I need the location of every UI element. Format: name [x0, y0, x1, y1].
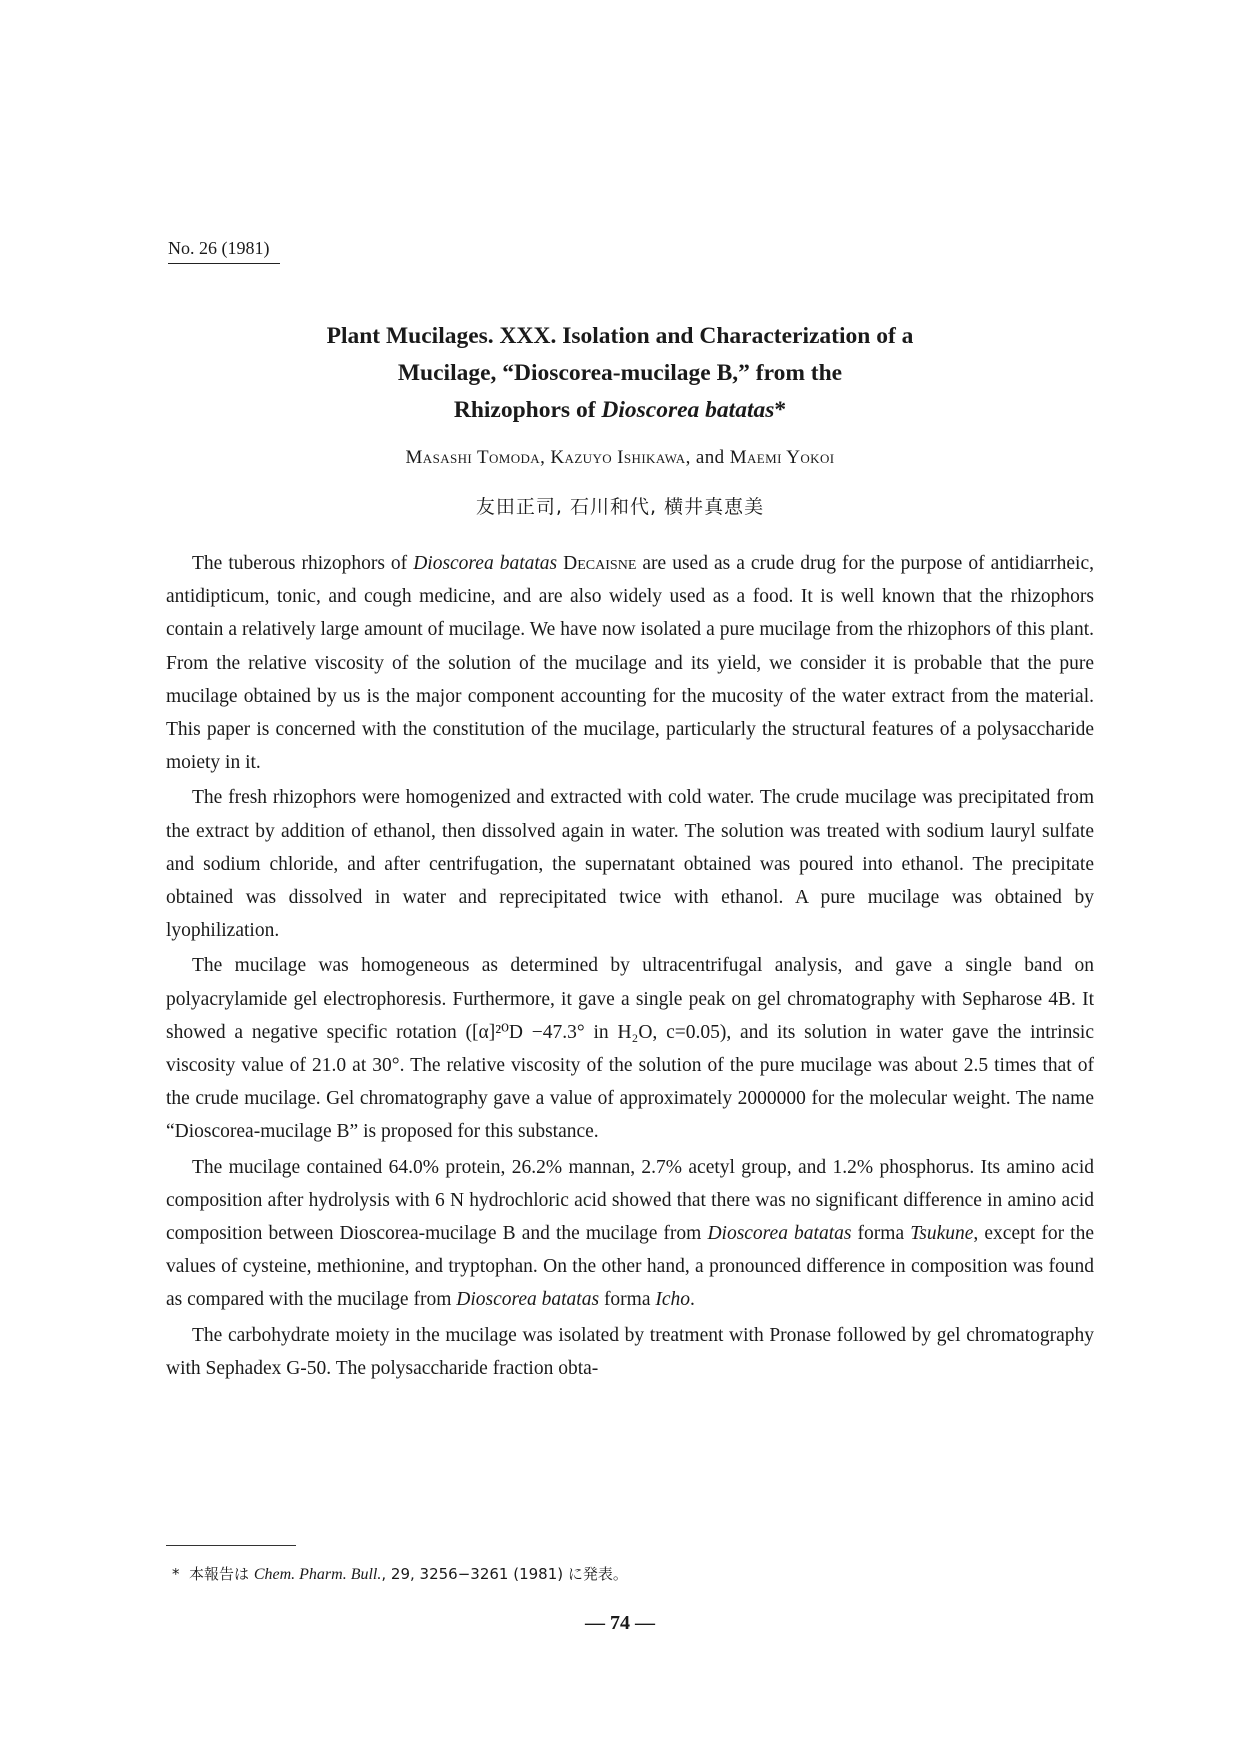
footnote: * 本報告は Chem. Pharm. Bull., 29, 3256−3261 (1981) に発表。	[172, 1565, 628, 1583]
footnote-divider	[166, 1545, 296, 1546]
footnote-mark: *	[172, 1565, 180, 1583]
author-2: Kazuyo Ishikawa	[550, 447, 686, 468]
author-list-japanese: 友田正司, 石川和代, 横井真恵美	[475, 496, 765, 518]
issue-number: No. 26 (1981)	[168, 238, 280, 264]
paragraph-5: The carbohydrate moiety in the mucilage was isolated by treatment with Pronase followed by gel chromatography with Sephadex G-50. The polysaccharide fraction obta-	[166, 1324, 1094, 1379]
title-species: Dioscorea batatas	[601, 397, 775, 423]
title-line-2: Mucilage, “Dioscorea-mucilage B,” from the	[397, 360, 843, 386]
title-line-3: Rhizophors of Dioscorea batatas*	[453, 397, 787, 423]
page-number: — 74 —	[585, 1612, 655, 1634]
author-list: Masashi Tomoda, Kazuyo Ishikawa, and Maemi Yokoi	[405, 447, 835, 468]
author-1: Masashi Tomoda	[405, 447, 541, 468]
author-3: Maemi Yokoi	[729, 447, 835, 468]
footnote-journal: Chem. Pharm. Bull.	[253, 1566, 382, 1583]
paragraph-3: The mucilage was homogeneous as determined by ultracentrifugal analysis, and gave a single band on polyacrylamide gel electrophoresis. Furthermore, it gave a single peak on gel chromatography with Sepharose 4B. It showed a negative specific rotation ([α]²⁰D −47.3° in H₂O, c=0.05), and its solution in water gave the intrinsic viscosity value of 21.0 at 30°. The relative viscosity of the solution of the pure mucilage was about 2.5 times that of the crude mucilage. Gel chromatography gave a value of approximately 2000000 for the molecular weight. The name “Dioscorea-mucilage B” is proposed for this substance.	[166, 955, 1094, 1143]
article-title	[168, 318, 1072, 429]
article-body	[166, 547, 1094, 1387]
title-line-1: Plant Mucilages. XXX. Isolation and Characterization of a	[326, 323, 914, 349]
paragraph-1: The tuberous rhizophors of Dioscorea batatas Decaisne are used as a crude drug for the purpose of antidiarrheic, antidipticum, tonic, and cough medicine, and are also widely used as a food. It is well known that the rhizophors contain a relatively large amount of mucilage. We have now isolated a pure mucilage from the rhizophors of this plant. From the relative viscosity of the solution of the mucilage and its yield, we consider it is probable that the pure mucilage obtained by us is the major component accounting for the mucosity of the water extract from the material. This paper is concerned with the constitution of the mucilage, particularly the structural features of a polysaccharide moiety in it.	[166, 553, 1094, 774]
paragraph-2: The fresh rhizophors were homogenized and extracted with cold water. The crude mucilage was precipitated from the extract by addition of ethanol, then dissolved again in water. The solution was treated with sodium lauryl sulfate and sodium chloride, and after centrifugation, the supernatant obtained was poured into ethanol. The precipitate obtained was dissolved in water and reprecipitated twice with ethanol. A pure mucilage was obtained by lyophilization.	[166, 787, 1094, 942]
paragraph-4: The mucilage contained 64.0% protein, 26.2% mannan, 2.7% acetyl group, and 1.2% phosphorus. Its amino acid composition after hydrolysis with 6 N hydrochloric acid showed that there was no significant difference in amino acid composition between Dioscorea-mucilage B and the mucilage from Dioscorea batatas forma Tsukune, except for the values of cysteine, methionine, and tryptophan. On the other hand, a pronounced difference in composition was found as compared with the mucilage from Dioscorea batatas forma Icho.	[166, 1156, 1094, 1311]
